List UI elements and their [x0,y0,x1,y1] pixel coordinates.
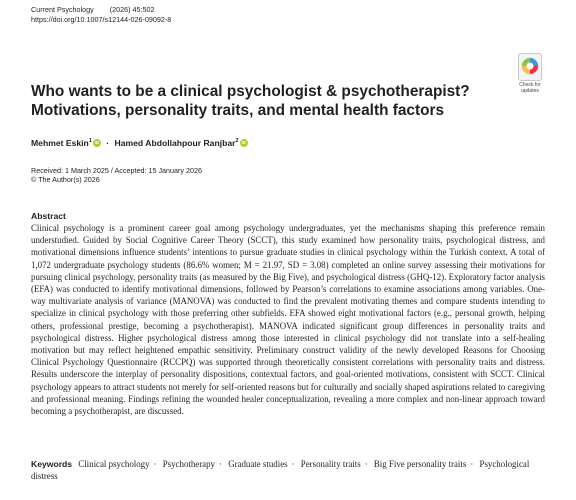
keyword: Graduate studies [228,459,288,469]
keyword: Psychotherapy [162,459,215,469]
keyword: Clinical psychology [78,459,150,469]
crossmark-badge[interactable] [515,53,545,94]
abstract-heading: Abstract [31,211,66,221]
keyword: Personality traits [300,459,361,469]
keyword-separator: · [291,459,295,469]
author-affiliation: 1 [88,138,92,144]
keywords-label: Keywords [31,459,73,469]
keyword-separator: · [470,459,474,469]
article-dates [31,166,202,185]
author-affiliation: 2 [235,138,239,144]
crossmark-line1: Check for [519,82,541,88]
journal-citation-line [31,5,171,15]
abstract-text: Clinical psychology is a prominent career goal among psychology undergraduates, yet the mechanisms shaping this preference remain understudied. Guided by Social Cognitive Career Theory (SCCT), this study examined how personality traits, psychological distress, and motivational dimensions influence students’ intentions to pursue graduate studies in clinical psychology within the Turkish context. A total of 1,072 undergraduate psychology students (86.6% women; M = 21.97, SD = 3.08) completed an online survey assessing their motivations for pursuing clinical psychology, personality traits (as measured by the Big Five), and psychological distress (GHQ-12). Exploratory factor analysis (EFA) was conducted to identify motivational dimensions, followed by Pearson’s correlations to examine associations among variables. One-way multivariate analysis of variance (MANOVA) was conducted to find the prevalent motivating themes and compare students intending to specialize in clinical psychology with those preferring other subfields. EFA showed eight motivational factors (e.g., personal growth, helping others, professional prestige, becoming a psychotherapist). MANOVA indicated significant group differences in personality traits and psychological distress. Higher psychological distress among those interested in clinical psychology did not translate into a self-healing motivation but may reflect heightened empathic sensitivity. Preliminary construct validity of the newly developed Reasons for Choosing Clinical Psychology Questionnaire (RCCPQ) was supported through theoretically consistent correlations with personality traits and distress. Results underscore the interplay of personality dispositions, contextual factors, and goal-oriented motivations, consistent with SCCT. Clinical psychology appears to attract students not merely for self-oriented reasons but for culturally and socially shaped aspirations related to caregiving and professional meaning. Findings refining the wounded healer conceptualization, revealing a more complex and non-linear approach toward becoming a psychotherapist, are discussed. [31,223,545,417]
crossmark-line2: updates [521,87,539,94]
keyword: Psychological distress [31,459,530,482]
keyword: Big Five personality traits [373,459,467,469]
keyword-separator: · [153,459,157,469]
citation: (2026) 45:502 [109,5,155,14]
journal-header [31,5,171,24]
keywords-section [31,458,545,482]
author-name[interactable]: Mehmet Eskin [31,138,89,148]
orcid-icon[interactable] [240,139,248,147]
orcid-icon[interactable] [93,139,101,147]
copyright-notice: © The Author(s) 2026 [31,175,100,185]
keyword-separator: · [219,459,222,469]
keyword-separator: · [364,459,368,469]
paper-title: Who wants to be a clinical psychologist & psychotherapist? Motivations, personality traits, and mental health factors [31,83,470,119]
crossmark-icon [518,53,542,81]
author-list [31,138,248,148]
author-separator: · [106,138,110,148]
doi-link[interactable]: https://doi.org/10.1007/s12144-026-09092-8 [31,14,172,24]
journal-name: Current Psychology [31,5,94,14]
received-accepted: Received: 1 March 2025 / Accepted: 15 January 2026 [31,166,203,175]
author-name[interactable]: Hamed Abdollahpour Ranjbar [114,138,236,148]
